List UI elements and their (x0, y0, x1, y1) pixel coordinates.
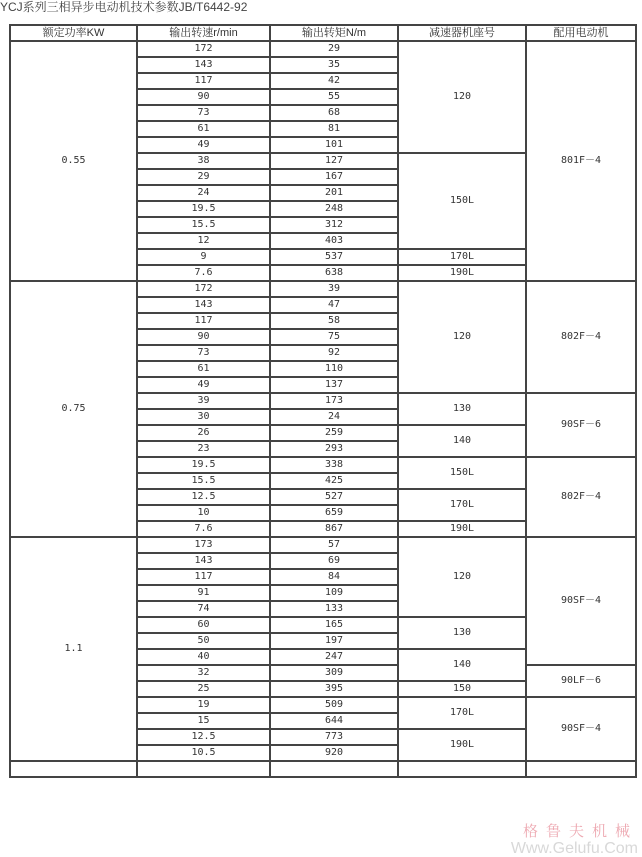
output-torque-cell: 248 (270, 201, 398, 217)
rated-power-cell: 0.75 (10, 281, 137, 537)
output-speed-cell: 50 (137, 633, 270, 649)
reducer-frame-cell: 150L (398, 153, 526, 249)
output-speed-cell: 19 (137, 697, 270, 713)
output-speed-cell: 49 (137, 377, 270, 393)
output-speed-cell: 117 (137, 73, 270, 89)
output-speed-cell: 91 (137, 585, 270, 601)
output-speed-cell: 74 (137, 601, 270, 617)
output-speed-cell: 10.5 (137, 745, 270, 761)
output-torque-cell: 201 (270, 185, 398, 201)
table-row (10, 281, 636, 297)
reducer-frame-cell: 170L (398, 249, 526, 265)
output-torque-cell: 312 (270, 217, 398, 233)
reducer-frame-cell: 190L (398, 729, 526, 761)
table-row (10, 537, 636, 553)
output-speed-cell: 90 (137, 89, 270, 105)
output-speed-cell: 19.5 (137, 201, 270, 217)
rated-power-cell: 1.1 (10, 537, 137, 761)
output-torque-cell: 247 (270, 649, 398, 665)
motor-cell: 90SF－4 (526, 697, 636, 761)
output-torque-cell: 165 (270, 617, 398, 633)
output-torque-cell: 395 (270, 681, 398, 697)
output-speed-cell: 26 (137, 425, 270, 441)
output-torque-cell: 47 (270, 297, 398, 313)
output-torque-cell: 101 (270, 137, 398, 153)
output-torque-cell: 167 (270, 169, 398, 185)
motor-cell: 90LF－6 (526, 665, 636, 697)
output-torque-cell: 920 (270, 745, 398, 761)
header-output-speed: 输出转速r/min (137, 25, 270, 41)
output-speed-cell: 29 (137, 169, 270, 185)
output-torque-cell: 537 (270, 249, 398, 265)
output-speed-cell: 12.5 (137, 729, 270, 745)
header-row (10, 25, 636, 41)
output-speed-cell: 15.5 (137, 217, 270, 233)
header-rated-power: 额定功率KW (10, 25, 137, 41)
output-torque-cell: 137 (270, 377, 398, 393)
page-title: YCJ系列三相异步电动机技术参数JB/T6442-92 (0, 0, 248, 14)
reducer-frame-cell: 140 (398, 649, 526, 681)
output-torque-cell: 644 (270, 713, 398, 729)
reducer-frame-cell: 170L (398, 489, 526, 521)
reducer-frame-cell: 190L (398, 265, 526, 281)
empty-cell (10, 761, 137, 777)
output-torque-cell: 92 (270, 345, 398, 361)
empty-cell (526, 761, 636, 777)
output-torque-cell: 42 (270, 73, 398, 89)
output-torque-cell: 24 (270, 409, 398, 425)
motor-cell: 802F－4 (526, 457, 636, 537)
output-speed-cell: 10 (137, 505, 270, 521)
output-speed-cell: 90 (137, 329, 270, 345)
output-torque-cell: 527 (270, 489, 398, 505)
watermark (511, 820, 638, 857)
output-speed-cell: 9 (137, 249, 270, 265)
output-torque-cell: 127 (270, 153, 398, 169)
output-torque-cell: 75 (270, 329, 398, 345)
output-speed-cell: 143 (137, 297, 270, 313)
output-torque-cell: 68 (270, 105, 398, 121)
output-speed-cell: 32 (137, 665, 270, 681)
reducer-frame-cell: 170L (398, 697, 526, 729)
output-speed-cell: 23 (137, 441, 270, 457)
truncated-row (10, 761, 636, 777)
output-speed-cell: 117 (137, 313, 270, 329)
output-speed-cell: 19.5 (137, 457, 270, 473)
output-torque-cell: 39 (270, 281, 398, 297)
output-torque-cell: 57 (270, 537, 398, 553)
output-speed-cell: 60 (137, 617, 270, 633)
output-speed-cell: 24 (137, 185, 270, 201)
output-torque-cell: 773 (270, 729, 398, 745)
output-speed-cell: 172 (137, 41, 270, 57)
output-torque-cell: 425 (270, 473, 398, 489)
output-torque-cell: 173 (270, 393, 398, 409)
table-row (10, 41, 636, 57)
output-torque-cell: 293 (270, 441, 398, 457)
output-speed-cell: 7.6 (137, 521, 270, 537)
output-torque-cell: 338 (270, 457, 398, 473)
motor-cell: 90SF－4 (526, 537, 636, 665)
output-torque-cell: 81 (270, 121, 398, 137)
empty-cell (398, 761, 526, 777)
header-output-torque: 输出转矩N/m (270, 25, 398, 41)
header-motor: 配用电动机 (526, 25, 636, 41)
motor-cell: 90SF－6 (526, 393, 636, 457)
motor-cell: 801F－4 (526, 41, 636, 281)
reducer-frame-cell: 120 (398, 537, 526, 617)
reducer-frame-cell: 150L (398, 457, 526, 489)
output-speed-cell: 15.5 (137, 473, 270, 489)
output-torque-cell: 58 (270, 313, 398, 329)
reducer-frame-cell: 120 (398, 281, 526, 393)
output-torque-cell: 309 (270, 665, 398, 681)
output-speed-cell: 25 (137, 681, 270, 697)
output-speed-cell: 12.5 (137, 489, 270, 505)
watermark-en: Www.Gelufu.Com (510, 840, 638, 857)
header-reducer-frame: 减速器机座号 (398, 25, 526, 41)
output-speed-cell: 15 (137, 713, 270, 729)
empty-cell (270, 761, 398, 777)
output-speed-cell: 172 (137, 281, 270, 297)
output-torque-cell: 197 (270, 633, 398, 649)
rated-power-cell: 0.55 (10, 41, 137, 281)
reducer-frame-cell: 190L (398, 521, 526, 537)
output-torque-cell: 35 (270, 57, 398, 73)
output-torque-cell: 55 (270, 89, 398, 105)
output-torque-cell: 638 (270, 265, 398, 281)
output-speed-cell: 40 (137, 649, 270, 665)
watermark-cn: 格鲁夫机械 (522, 822, 638, 840)
output-torque-cell: 133 (270, 601, 398, 617)
output-torque-cell: 109 (270, 585, 398, 601)
output-speed-cell: 73 (137, 345, 270, 361)
reducer-frame-cell: 120 (398, 41, 526, 153)
output-speed-cell: 143 (137, 553, 270, 569)
output-torque-cell: 110 (270, 361, 398, 377)
output-speed-cell: 12 (137, 233, 270, 249)
output-speed-cell: 38 (137, 153, 270, 169)
motor-parameters-table (9, 24, 637, 778)
output-speed-cell: 61 (137, 121, 270, 137)
reducer-frame-cell: 130 (398, 617, 526, 649)
output-torque-cell: 29 (270, 41, 398, 57)
reducer-frame-cell: 140 (398, 425, 526, 457)
output-torque-cell: 867 (270, 521, 398, 537)
output-speed-cell: 49 (137, 137, 270, 153)
reducer-frame-cell: 150 (398, 681, 526, 697)
motor-cell: 802F－4 (526, 281, 636, 393)
output-torque-cell: 509 (270, 697, 398, 713)
empty-cell (137, 761, 270, 777)
output-speed-cell: 7.6 (137, 265, 270, 281)
output-speed-cell: 117 (137, 569, 270, 585)
output-speed-cell: 143 (137, 57, 270, 73)
output-speed-cell: 73 (137, 105, 270, 121)
output-torque-cell: 84 (270, 569, 398, 585)
output-speed-cell: 30 (137, 409, 270, 425)
output-speed-cell: 173 (137, 537, 270, 553)
reducer-frame-cell: 130 (398, 393, 526, 425)
output-torque-cell: 403 (270, 233, 398, 249)
output-torque-cell: 259 (270, 425, 398, 441)
output-speed-cell: 61 (137, 361, 270, 377)
output-speed-cell: 39 (137, 393, 270, 409)
output-torque-cell: 659 (270, 505, 398, 521)
output-torque-cell: 69 (270, 553, 398, 569)
